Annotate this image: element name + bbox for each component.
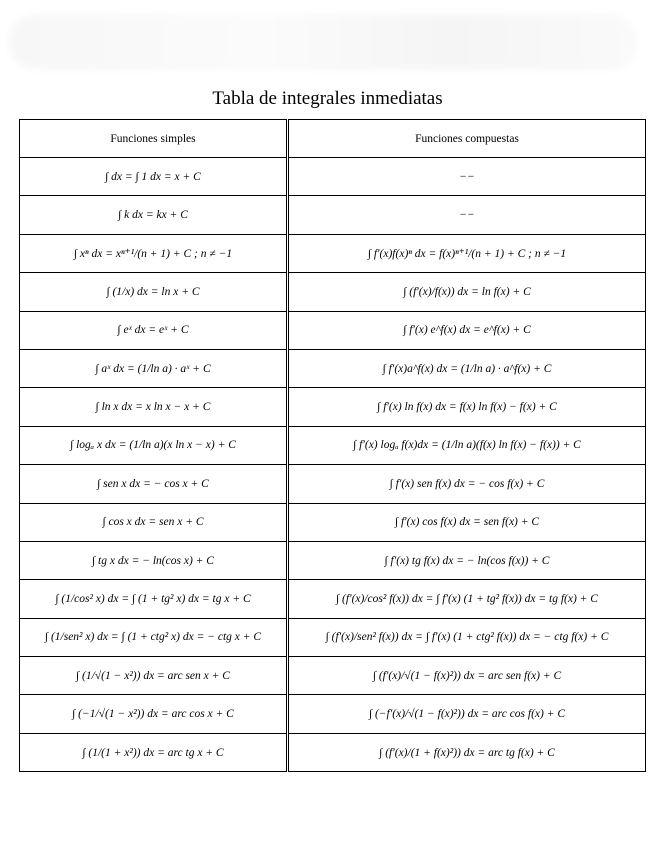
formula-compuesta: ∫ f′(x) logₐ f(x)dx = (1/ln a)(f(x) ln f(x) − f(x)) + C [288, 426, 646, 464]
formula-compuesta: ∫ (f′(x)/(1 + f(x)²)) dx = arc tg f(x) + C [288, 733, 646, 771]
header-compuesta: Funciones compuestas [288, 120, 646, 158]
formula-compuesta: ∫ (f′(x)/cos² f(x)) dx = ∫ f′(x) (1 + tg² f(x)) dx = tg f(x) + C [288, 580, 646, 618]
table-row [20, 695, 646, 733]
formula-compuesta: ∫ f′(x) cos f(x) dx = sen f(x) + C [288, 503, 646, 541]
formula-simple: ∫ logₐ x dx = (1/ln a)(x ln x − x) + C [20, 426, 288, 464]
table-row [20, 541, 646, 579]
table-header-row [20, 120, 646, 158]
formula-simple: ∫ sen x dx = − cos x + C [20, 465, 288, 503]
formula-compuesta: ∫ f′(x) sen f(x) dx = − cos f(x) + C [288, 465, 646, 503]
formula-compuesta: ∫ (f′(x)/f(x)) dx = ln f(x) + C [288, 273, 646, 311]
formula-simple: ∫ ln x dx = x ln x − x + C [20, 388, 288, 426]
formula-compuesta: ∫ (f′(x)/sen² f(x)) dx = ∫ f′(x) (1 + ctg² f(x)) dx = − ctg f(x) + C [288, 618, 646, 656]
formula-simple: ∫ dx = ∫ 1 dx = x + C [20, 158, 288, 196]
table-row [20, 465, 646, 503]
formula-simple: ∫ (−1/√(1 − x²)) dx = arc cos x + C [20, 695, 288, 733]
formula-simple: ∫ tg x dx = − ln(cos x) + C [20, 541, 288, 579]
table-row [20, 733, 646, 771]
formula-simple: ∫ aˣ dx = (1/ln a) · aˣ + C [20, 349, 288, 387]
formula-simple: ∫ cos x dx = sen x + C [20, 503, 288, 541]
table-row [20, 234, 646, 272]
formula-compuesta: ∫ f′(x)f(x)ⁿ dx = f(x)ⁿ⁺¹/(n + 1) + C ; n ≠ −1 [288, 234, 646, 272]
formula-compuesta: −− [288, 158, 646, 196]
formula-simple: ∫ eˣ dx = eˣ + C [20, 311, 288, 349]
table-row [20, 273, 646, 311]
formula-simple: ∫ (1/sen² x) dx = ∫ (1 + ctg² x) dx = − ctg x + C [20, 618, 288, 656]
formula-compuesta: ∫ f′(x) ln f(x) dx = f(x) ln f(x) − f(x) + C [288, 388, 646, 426]
formula-simple: ∫ xⁿ dx = xⁿ⁺¹/(n + 1) + C ; n ≠ −1 [20, 234, 288, 272]
formula-compuesta: ∫ f′(x)a^f(x) dx = (1/ln a) · a^f(x) + C [288, 349, 646, 387]
table-row [20, 158, 646, 196]
integrals-table [19, 119, 646, 772]
formula-compuesta: ∫ f′(x) tg f(x) dx = − ln(cos f(x)) + C [288, 541, 646, 579]
scan-smudge [8, 14, 638, 70]
header-simple: Funciones simples [20, 120, 288, 158]
formula-compuesta: −− [288, 196, 646, 234]
formula-simple: ∫ (1/x) dx = ln x + C [20, 273, 288, 311]
table-row [20, 311, 646, 349]
table-row [20, 580, 646, 618]
table-row [20, 196, 646, 234]
table-row [20, 388, 646, 426]
table-row [20, 349, 646, 387]
formula-simple: ∫ k dx = kx + C [20, 196, 288, 234]
table-row [20, 426, 646, 464]
table-row [20, 618, 646, 656]
formula-compuesta: ∫ (−f′(x)/√(1 − f(x)²)) dx = arc cos f(x) + C [288, 695, 646, 733]
formula-compuesta: ∫ f′(x) e^f(x) dx = e^f(x) + C [288, 311, 646, 349]
formula-compuesta: ∫ (f′(x)/√(1 − f(x)²)) dx = arc sen f(x) + C [288, 657, 646, 695]
formula-simple: ∫ (1/cos² x) dx = ∫ (1 + tg² x) dx = tg x + C [20, 580, 288, 618]
formula-simple: ∫ (1/(1 + x²)) dx = arc tg x + C [20, 733, 288, 771]
page-title: Tabla de integrales inmediatas [212, 88, 443, 109]
table-row [20, 657, 646, 695]
table-row [20, 503, 646, 541]
formula-simple: ∫ (1/√(1 − x²)) dx = arc sen x + C [20, 657, 288, 695]
